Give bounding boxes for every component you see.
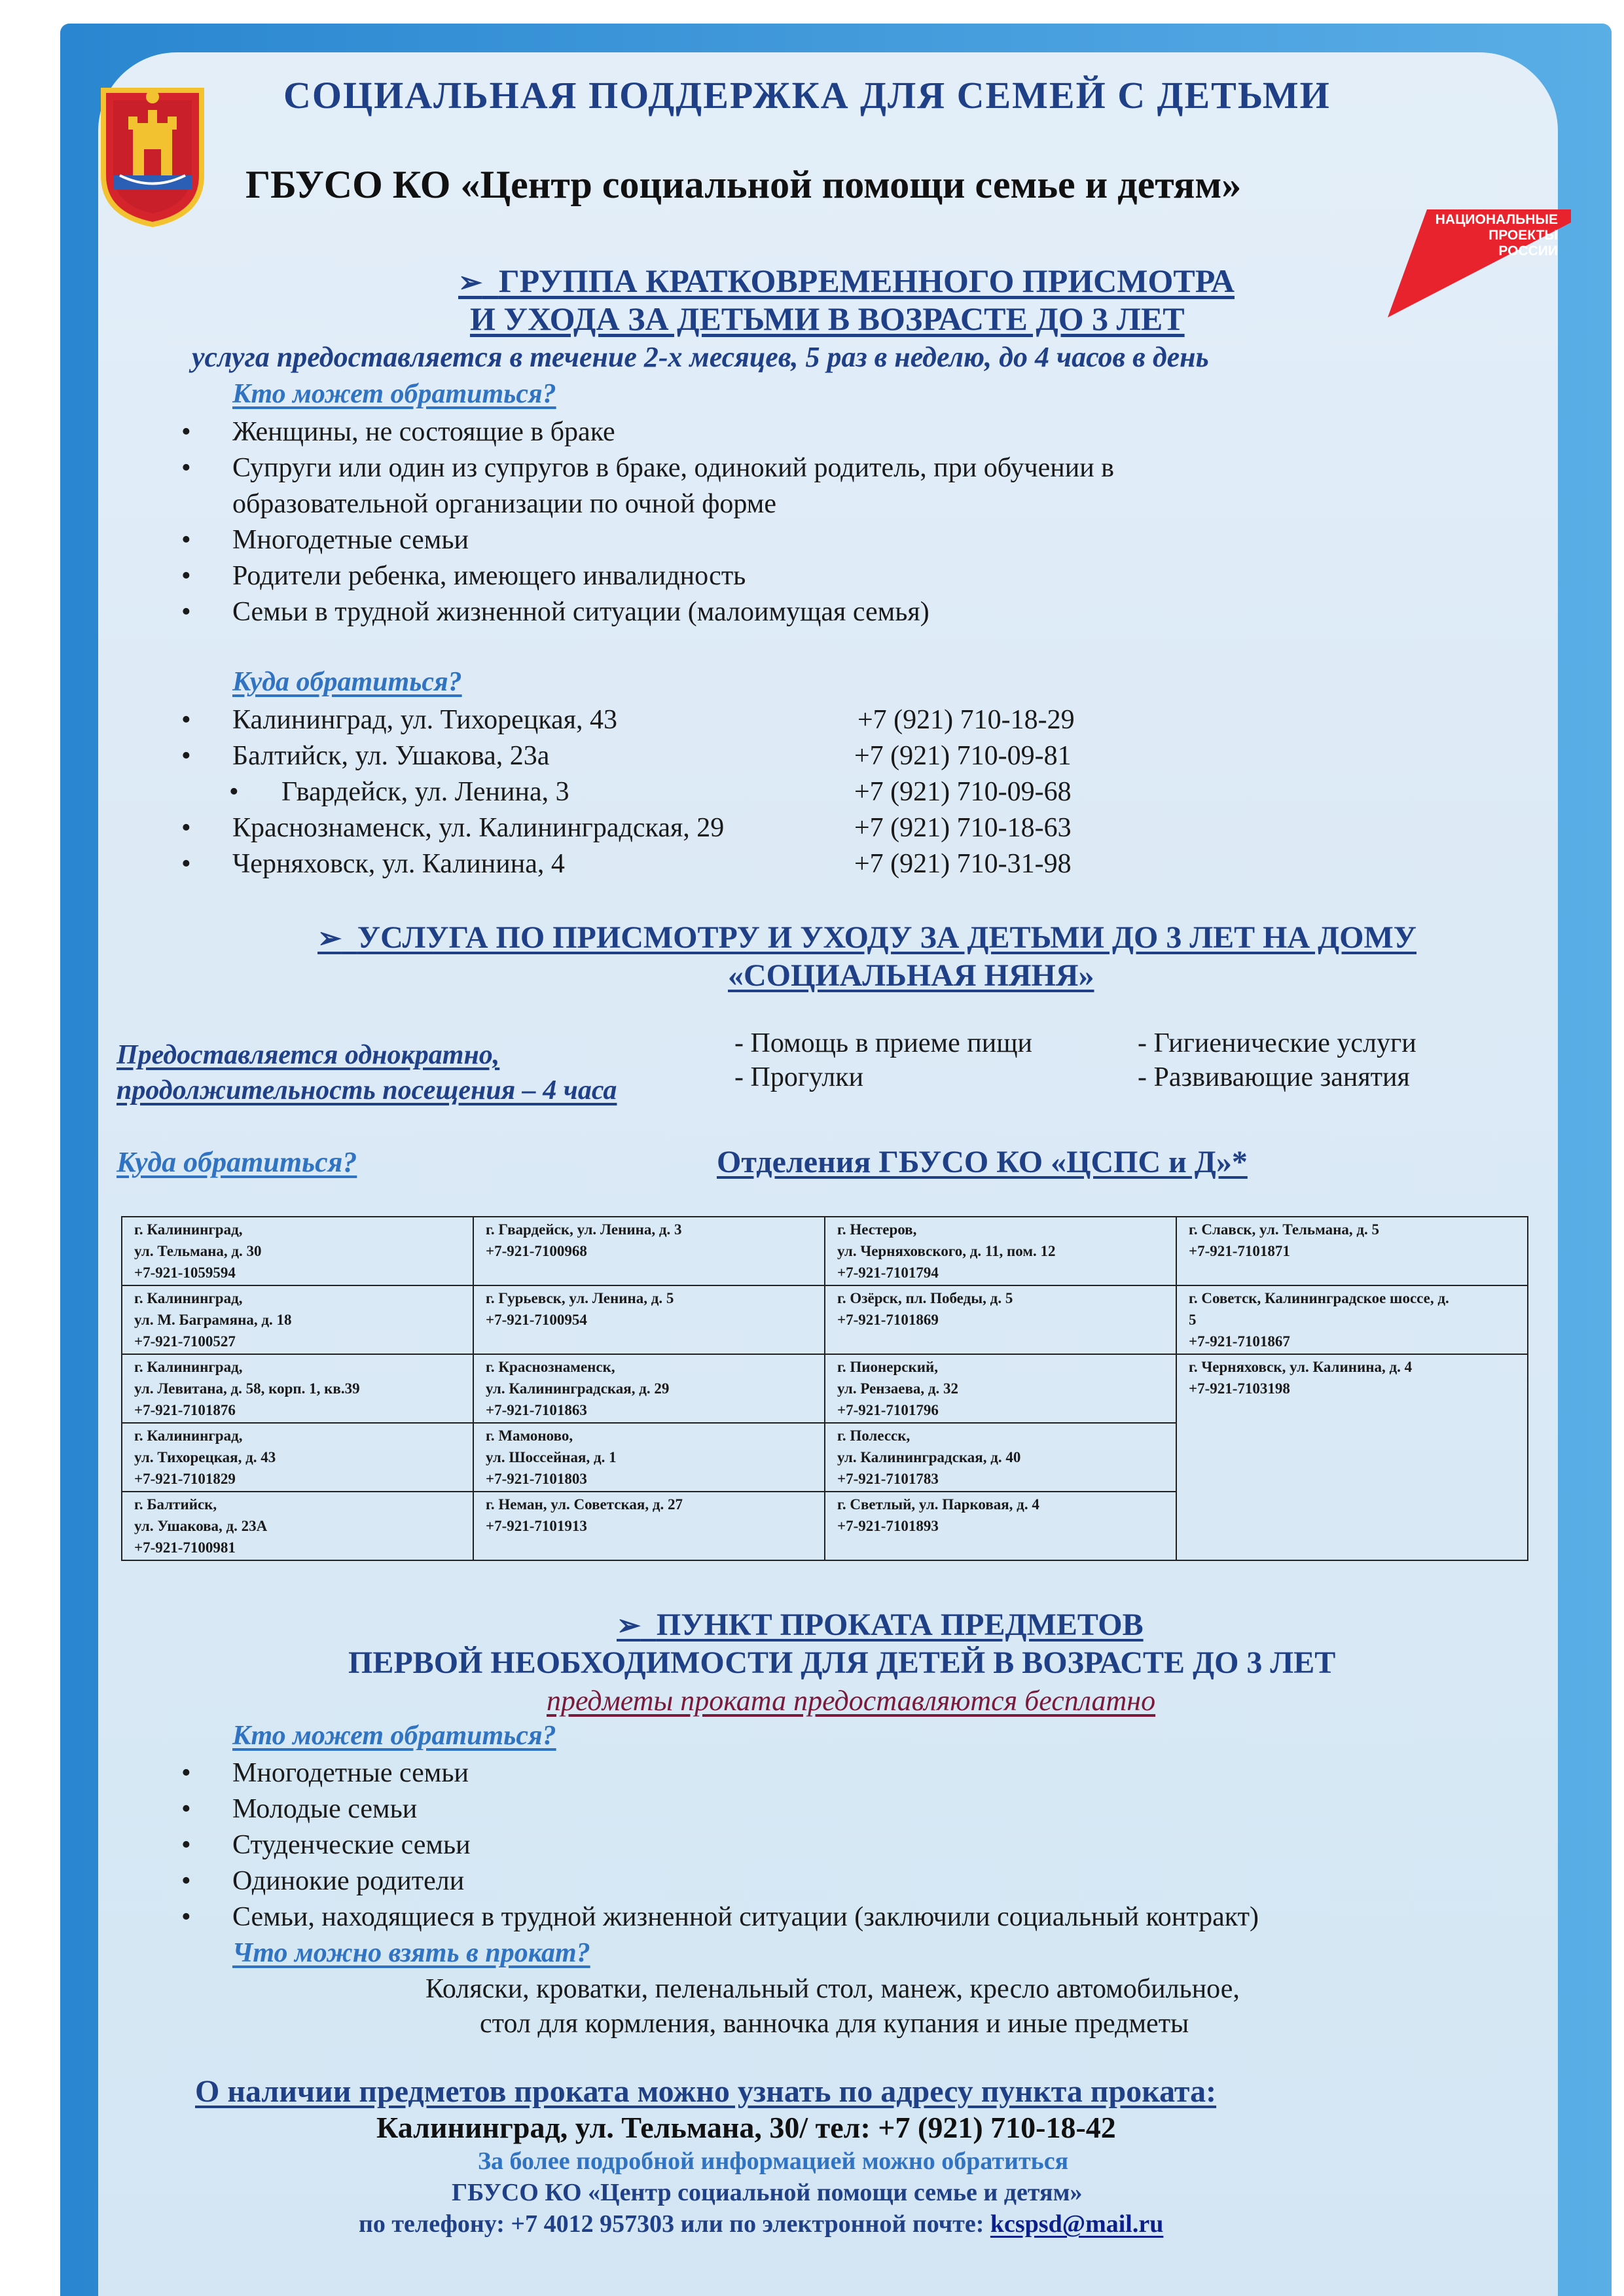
list-item: • Женщины, не состоящие в браке xyxy=(181,417,615,447)
email-link[interactable]: kcspsd@mail.ru xyxy=(990,2210,1164,2238)
section2-title-line2: «СОЦИАЛЬНАЯ НЯНЯ» xyxy=(728,958,1094,993)
org-name: ГБУСО КО «Центр социальной помощи семье и детям» xyxy=(245,163,1242,206)
table-row xyxy=(122,1217,1528,1285)
address-phone: +7 (921) 710-18-63 xyxy=(854,813,1072,843)
rental-items-line2: стол для кормления, ванночка для купания и иные предметы xyxy=(480,2009,1189,2039)
office-cell: г. Славск, ул. Тельмана, д. 5 +7-921-7101871 xyxy=(1176,1217,1528,1285)
section2-title-line1: ➢ УСЛУГА ПО ПРИСМОТРУ И УХОДУ ЗА ДЕТЬМИ ДО 3 ЛЕТ НА ДОМУ xyxy=(317,920,1416,955)
service-item: - Прогулки xyxy=(734,1062,864,1092)
office-cell: г. Светлый, ул. Парковая, д. 4 +7-921-7101893 xyxy=(825,1492,1176,1560)
table-row xyxy=(122,1354,1528,1423)
section1-who-heading: Кто может обратиться? xyxy=(232,379,556,409)
office-cell: г. Озёрск, пл. Победы, д. 5 +7-921-7101869 xyxy=(825,1285,1176,1354)
footer-contacts xyxy=(359,2210,1163,2238)
list-item: • Одинокие родители xyxy=(181,1866,465,1896)
arrow-bullet-icon: ➢ xyxy=(617,1609,641,1641)
office-cell: г. Калининград, ул. Левитана, д. 58, корп. 1, кв.39 +7-921-7101876 xyxy=(122,1354,473,1423)
footer-rental-info: О наличии предметов проката можно узнать по адресу пункта проката: xyxy=(195,2074,1217,2109)
arrow-bullet-icon: ➢ xyxy=(317,922,342,954)
logo-line-1: НАЦИОНАЛЬНЫЕ xyxy=(1435,212,1558,227)
section1-where-heading: Куда обратиться? xyxy=(232,667,462,697)
address-phone: +7 (921) 710-18-29 xyxy=(857,705,1075,735)
office-cell: г. Балтийск, ул. Ушакова, д. 23А +7-921-7100981 xyxy=(122,1492,473,1560)
offices-heading: Отделения ГБУСО КО «ЦСПС и Д»* xyxy=(717,1145,1248,1179)
office-cell: г. Черняховск, ул. Калинина, д. 4 +7-921-7103198 xyxy=(1176,1354,1528,1560)
logo-line-2: ПРОЕКТЫ xyxy=(1489,228,1558,243)
footer-rental-address: Калининград, ул. Тельмана, 30/ тел: +7 (921) 710-18-42 xyxy=(376,2111,1116,2144)
section3-title-line1: ➢ ПУНКТ ПРОКАТА ПРЕДМЕТОВ xyxy=(617,1607,1144,1642)
office-cell: г. Краснознаменск, ул. Калининградская, д. 29 +7-921-7101863 xyxy=(473,1354,825,1423)
section1-title-line2: И УХОДА ЗА ДЕТЬМИ В ВОЗРАСТЕ ДО 3 ЛЕТ xyxy=(470,300,1185,337)
office-cell: г. Гурьевск, ул. Ленина, д. 5 +7-921-7100954 xyxy=(473,1285,825,1354)
section3-what-heading: Что можно взять в прокат? xyxy=(232,1938,590,1968)
page-title: СОЦИАЛЬНАЯ ПОДДЕРЖКА ДЛЯ СЕМЕЙ С ДЕТЬМИ xyxy=(283,74,1331,117)
list-item: • Супруги или один из супругов в браке, одинокий родитель, при обучении в xyxy=(181,453,1115,483)
section2-provided-line2: продолжительность посещения – 4 часа xyxy=(117,1075,617,1105)
region-emblem-icon xyxy=(97,77,208,228)
office-cell: г. Полесск, ул. Калининградская, д. 40 +7-921-7101783 xyxy=(825,1423,1176,1492)
list-item: • Семьи в трудной жизненной ситуации (малоимущая семья) xyxy=(181,597,929,627)
offices-table xyxy=(121,1216,1528,1561)
office-cell: г. Гвардейск, ул. Ленина, д. 3 +7-921-7100968 xyxy=(473,1217,825,1285)
list-item: • Многодетные семьи xyxy=(181,525,469,555)
section2-provided-line1: Предоставляется однократно, xyxy=(117,1040,500,1070)
address-text: Калининград, ул. Тихорецкая, 43 xyxy=(232,705,618,735)
address-text: Балтийск, ул. Ушакова, 23а xyxy=(232,741,550,771)
office-cell: г. Неман, ул. Советская, д. 27 +7-921-7101913 xyxy=(473,1492,825,1560)
section1-who-list xyxy=(181,414,1115,630)
list-item: • Родители ребенка, имеющего инвалидность xyxy=(181,561,746,591)
section2-where-heading: Куда обратиться? xyxy=(117,1146,357,1178)
section3-who-list xyxy=(181,1755,1259,1935)
address-phone: +7 (921) 710-09-68 xyxy=(854,777,1072,807)
section3-title-line2: ПЕРВОЙ НЕОБХОДИМОСТИ ДЛЯ ДЕТЕЙ В ВОЗРАСТЕ ДО 3 ЛЕТ xyxy=(348,1645,1336,1680)
office-cell: г. Пионерский, ул. Рензаева, д. 32 +7-921-7101796 xyxy=(825,1354,1176,1423)
office-cell: г. Мамоново, ул. Шоссейная, д. 1 +7-921-7101803 xyxy=(473,1423,825,1492)
footer-more-info: За более подробной информацией можно обратиться xyxy=(478,2147,1069,2175)
section1-title-line1 xyxy=(458,262,1235,300)
logo-line-3: РОССИИ xyxy=(1498,243,1558,259)
service-item: - Гигиенические услуги xyxy=(1138,1028,1416,1058)
office-cell: г. Советск, Калининградское шоссе, д. 5 +7-921-7101867 xyxy=(1176,1285,1528,1354)
service-item: - Развивающие занятия xyxy=(1138,1062,1410,1092)
rental-items-line1: Коляски, кроватки, пеленальный стол, манеж, кресло автомобильное, xyxy=(425,1974,1240,2004)
arrow-bullet-icon: ➢ xyxy=(458,266,482,298)
office-cell: г. Калининград, ул. М. Баграмяна, д. 18 +7-921-7100527 xyxy=(122,1285,473,1354)
national-projects-logo xyxy=(1388,209,1571,321)
footer-contacts-text: по телефону: +7 4012 957303 или по электронной почте: xyxy=(359,2210,990,2238)
address-phone: +7 (921) 710-31-98 xyxy=(854,849,1072,879)
footer-org: ГБУСО КО «Центр социальной помощи семье и детям» xyxy=(452,2179,1083,2206)
office-cell: г. Калининград, ул. Тельмана, д. 30 +7-921-1059594 xyxy=(122,1217,473,1285)
address-row: • xyxy=(181,705,191,735)
section3-subtitle: предметы проката предоставляются бесплатно xyxy=(547,1685,1156,1717)
list-item: • Семьи, находящиеся в трудной жизненной ситуации (заключили социальный контракт) xyxy=(181,1902,1259,1932)
list-item: образовательной организации по очной форме xyxy=(232,489,776,519)
list-item: • Молодые семьи xyxy=(181,1794,418,1824)
address-text: Гвардейск, ул. Ленина, 3 xyxy=(281,777,569,807)
section1-subtitle: услуга предоставляется в течение 2-х месяцев, 5 раз в неделю, до 4 часов в день xyxy=(192,341,1209,373)
office-cell: г. Калининград, ул. Тихорецкая, д. 43 +7-921-7101829 xyxy=(122,1423,473,1492)
table-row xyxy=(122,1285,1528,1354)
address-text: Краснознаменск, ул. Калининградская, 29 xyxy=(232,813,725,843)
section3-who-heading: Кто может обратиться? xyxy=(232,1721,556,1751)
office-cell: г. Нестеров, ул. Черняховского, д. 11, пом. 12 +7-921-7101794 xyxy=(825,1217,1176,1285)
list-item: • Студенческие семьи xyxy=(181,1830,471,1860)
section1-title-text: ГРУППА КРАТКОВРЕМЕННОГО ПРИСМОТРА xyxy=(498,262,1235,299)
address-phone: +7 (921) 710-09-81 xyxy=(854,741,1072,771)
address-text: Черняховск, ул. Калинина, 4 xyxy=(232,849,565,879)
list-item: • Многодетные семьи xyxy=(181,1758,469,1788)
service-item: - Помощь в приеме пищи xyxy=(734,1028,1033,1058)
